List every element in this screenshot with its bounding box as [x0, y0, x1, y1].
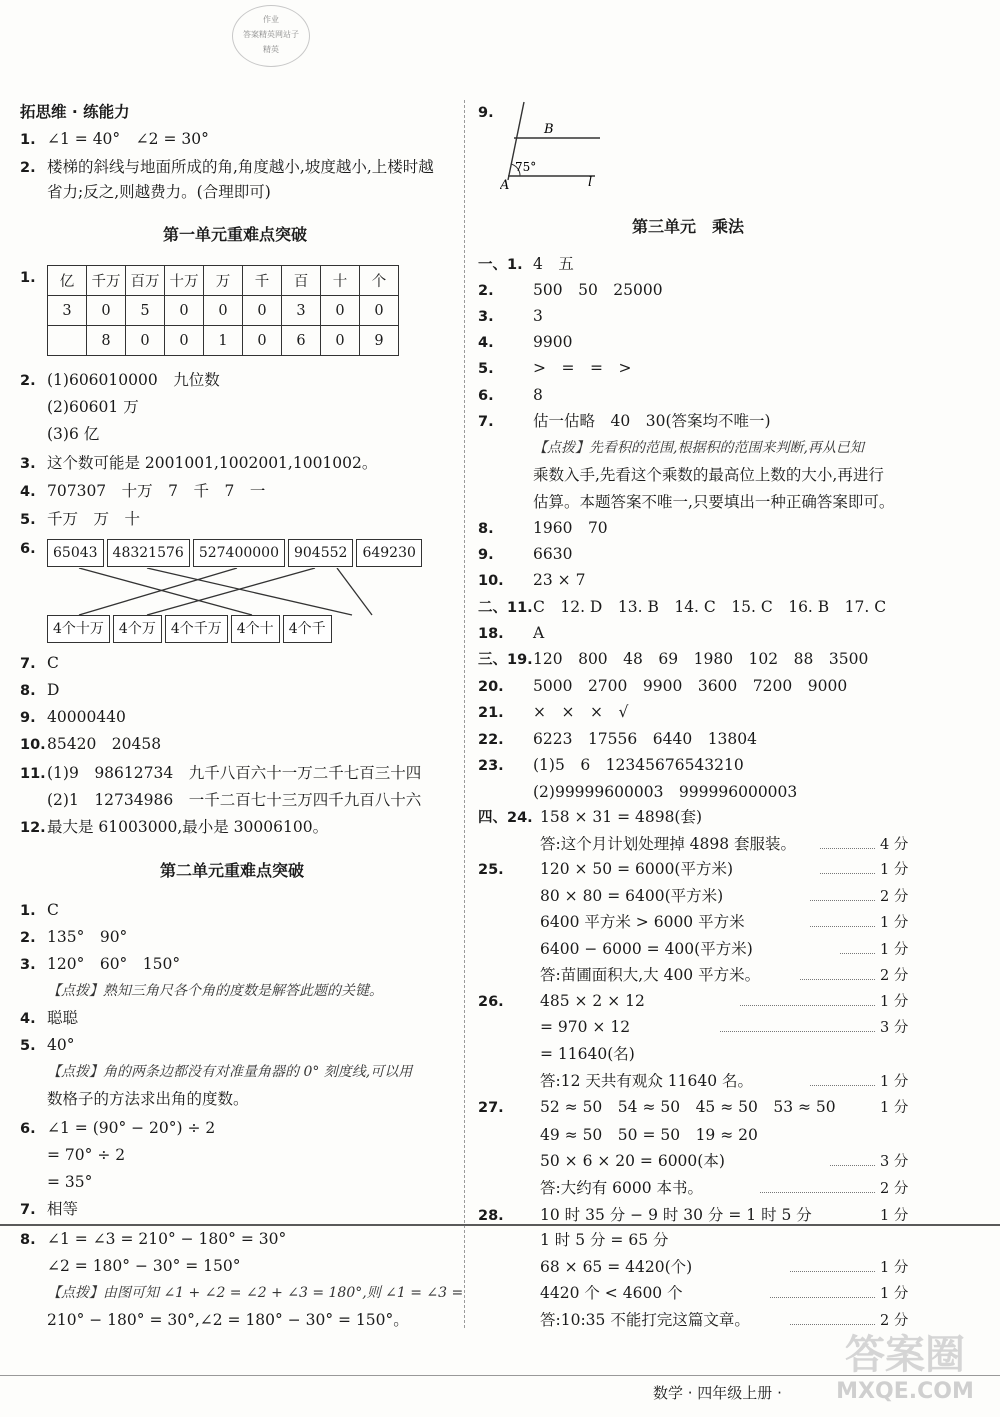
label-b: B: [544, 122, 554, 137]
answer-line: [478, 990, 645, 1013]
item-number: 22.: [478, 732, 504, 748]
section-title: 拓思维 · 练能力: [20, 103, 130, 121]
score-label: 1 分: [880, 1074, 909, 1090]
item-number: 8.: [20, 1232, 36, 1248]
score-label: 2 分: [880, 1313, 909, 1329]
leader-dots: [820, 848, 875, 849]
item-number: 9.: [20, 710, 36, 726]
unit2-title: 第二单元重难点突破: [160, 861, 305, 880]
leader-dots: [810, 900, 875, 901]
item-number: 3.: [20, 456, 36, 472]
answer-text: 1960 70: [533, 519, 608, 537]
leader-dots: [790, 1324, 875, 1325]
score-label: 1 分: [880, 1208, 909, 1224]
answer-text: 158 × 31 = 4898(套): [540, 808, 703, 826]
answer-line: [20, 926, 128, 949]
answer-text: 【点拨】角的两条边都没有对准量角器的 0° 刻度线,可以用: [47, 1064, 413, 1080]
place-box: 4个万: [113, 615, 162, 643]
answer-line: [478, 253, 574, 276]
q6-place-boxes: [47, 615, 335, 643]
stamp-seal: 作业 答案精英网站子 精英: [232, 5, 310, 67]
item-number: 3.: [478, 309, 494, 325]
score-label: 2 分: [880, 889, 909, 905]
answer-line: [478, 331, 573, 354]
leader-dots: [800, 979, 875, 980]
answer-line: [20, 452, 378, 475]
answer-text: 楼梯的斜线与地面所成的角,角度越小,坡度越小,上楼时越: [47, 158, 434, 176]
place-box: 4个十万: [47, 615, 110, 643]
table-cell: 0: [321, 296, 360, 326]
answer-text: (1)5 6 12345676543210: [533, 756, 744, 774]
item-number: 27.: [478, 1100, 504, 1116]
answer-line: [478, 701, 629, 724]
answer-line: [20, 480, 266, 503]
table-cell: 6: [282, 326, 321, 356]
item-number: 7.: [20, 656, 36, 672]
answer-text: 省力;反之,则越费力。(合理即可): [47, 183, 271, 201]
answer-text: 最大是 61003000,最小是 30006100。: [47, 818, 329, 836]
table-cell: 0: [165, 296, 204, 326]
table-header-cell: 千万: [87, 266, 126, 296]
answer-text: 120 × 50 = 6000(平方米): [540, 860, 734, 878]
answer-line: [478, 517, 608, 540]
item-number: 12.: [20, 820, 46, 836]
item-number: 7.: [20, 1202, 36, 1218]
answer-text: (2)99999600003 999996000003: [533, 783, 798, 801]
match-line: [147, 568, 352, 615]
number-box: 527400000: [193, 539, 285, 567]
answer-text: 4420 个 < 4600 个: [540, 1284, 683, 1302]
answer-text: = 35°: [47, 1173, 93, 1191]
answer-text: 答:这个月计划处理掉 4898 套服装。: [540, 835, 797, 853]
answer-line: [478, 858, 734, 881]
item-number: 5.: [20, 1038, 36, 1054]
number-box: 65043: [47, 539, 104, 567]
answer-text: 50 × 6 × 20 = 6000(本): [540, 1152, 725, 1170]
answer-line: [478, 1096, 836, 1119]
answer-text: 52 ≈ 50 54 ≈ 50 45 ≈ 50 53 ≈ 50: [540, 1098, 836, 1116]
answer-line: [20, 953, 181, 976]
score-label: 1 分: [880, 862, 909, 878]
leader-dots: [740, 1005, 875, 1006]
answer-text: 乘数入手,先看这个乘数的最高位上数的大小,再进行: [533, 466, 884, 484]
table-header-cell: 亿: [48, 266, 87, 296]
answer-text: 120° 60° 150°: [47, 955, 181, 973]
q6-match-lines: [47, 568, 387, 616]
score-label: 1 分: [880, 1100, 909, 1116]
answer-text: 答:苗圃面积大,大 400 平方米。: [540, 966, 761, 984]
score-label: 2 分: [880, 968, 909, 984]
q9-figure: [500, 100, 610, 192]
table-cell: 0: [321, 326, 360, 356]
answer-line: [478, 279, 663, 302]
answer-text: = 970 × 12: [540, 1018, 631, 1036]
answer-text: 40°: [47, 1036, 75, 1054]
item-number: 21.: [478, 705, 504, 721]
answer-line: [20, 652, 59, 675]
answer-text: × × × √: [533, 703, 629, 721]
label-l: l: [588, 175, 593, 190]
answer-text: 答:大约有 6000 本书。: [540, 1179, 704, 1197]
answer-text: 6223 17556 6440 13804: [533, 730, 758, 748]
item-number: 26.: [478, 994, 504, 1010]
q1-number: 1.: [20, 270, 36, 286]
place-box: 4个十: [231, 615, 280, 643]
score-label: 3 分: [880, 1154, 909, 1170]
answer-text: C: [47, 654, 59, 672]
answer-text: 210° − 180° = 30°,∠2 = 180° − 30° = 150°。: [47, 1311, 409, 1329]
table-cell: 3: [48, 296, 87, 326]
answer-text: 6400 平方米 > 6000 平方米: [540, 913, 745, 931]
table-cell: 0: [360, 296, 399, 326]
answer-line: [20, 508, 141, 531]
score-label: 2 分: [880, 1181, 909, 1197]
table-cell: 0: [243, 326, 282, 356]
item-number: 2.: [20, 160, 36, 176]
answer-text: 答:12 天共有观众 11640 名。: [540, 1072, 754, 1090]
answer-line: [20, 899, 59, 922]
answer-line: [20, 156, 434, 179]
answer-text: 数格子的方法求出角的度数。: [47, 1090, 249, 1108]
item-number: 10.: [478, 573, 504, 589]
item-number: 2.: [478, 283, 494, 299]
q6-number: 6.: [20, 541, 36, 557]
table-cell: 0: [126, 326, 165, 356]
table-cell: 0: [204, 296, 243, 326]
score-label: 1 分: [880, 915, 909, 931]
answer-text: > = = >: [533, 359, 632, 377]
leader-dots: [840, 953, 875, 954]
item-number: 5.: [478, 361, 494, 377]
answer-line: [478, 806, 703, 829]
item-number: 11.: [20, 766, 46, 782]
score-label: 1 分: [880, 942, 909, 958]
table-header-cell: 百: [282, 266, 321, 296]
answer-text: ∠1 = ∠3 = 210° − 180° = 30°: [47, 1230, 287, 1248]
answer-text: 4 五: [533, 255, 574, 273]
answer-text: A: [533, 624, 545, 642]
answer-text: 【点拨】先看积的范围,根据积的范围来判断,再从已知: [533, 440, 864, 456]
unit1-title: 第一单元重难点突破: [163, 225, 308, 244]
table-header-cell: 万: [204, 266, 243, 296]
item-number: 8.: [20, 683, 36, 699]
number-box: 649230: [356, 539, 421, 567]
item-number: 4.: [478, 335, 494, 351]
leader-dots: [820, 873, 875, 874]
item-number: 1.: [20, 903, 36, 919]
item-number: 5.: [20, 512, 36, 528]
answer-text: C 12. D 13. B 14. C 15. C 16. B 17. C: [533, 598, 887, 616]
item-number: 三、19.: [478, 652, 533, 668]
answer-text: 707307 十万 7 千 7 一: [47, 482, 266, 500]
answer-text: 5000 2700 9900 3600 7200 9000: [533, 677, 848, 695]
leader-dots: [810, 926, 875, 927]
item-number: 四、24.: [478, 810, 533, 826]
item-number: 28.: [478, 1208, 504, 1224]
column-divider: [464, 100, 465, 1328]
number-box: 904552: [288, 539, 353, 567]
answer-line: [478, 648, 869, 671]
answer-text: 135° 90°: [47, 928, 128, 946]
answer-line: [20, 679, 60, 702]
answer-text: 这个数可能是 2001001,1002001,1001002。: [47, 454, 378, 472]
item-number: 25.: [478, 862, 504, 878]
answer-text: 10 时 35 分 − 9 时 30 分 = 1 时 5 分: [540, 1206, 812, 1224]
answer-line: [478, 543, 573, 566]
match-line: [337, 568, 372, 615]
answer-line: [20, 816, 329, 839]
item-number: 二、11.: [478, 600, 533, 616]
answer-line: [478, 675, 848, 698]
score-label: 1 分: [880, 994, 909, 1010]
answer-line: [20, 1117, 216, 1140]
table-cell: 3: [282, 296, 321, 326]
answer-line: [478, 569, 586, 592]
table-cell: [48, 326, 87, 356]
table-cell: 0: [165, 326, 204, 356]
item-number: 9.: [478, 547, 494, 563]
answer-text: 8: [533, 386, 543, 404]
table-cell: 9: [360, 326, 399, 356]
item-number: 8.: [478, 521, 494, 537]
table-cell: 0: [87, 296, 126, 326]
answer-text: 500 50 25000: [533, 281, 663, 299]
table-header-cell: 十: [321, 266, 360, 296]
item-number: 23.: [478, 758, 504, 774]
q9-number: 9.: [478, 105, 494, 121]
leader-dots: [770, 1297, 875, 1298]
answer-text: 40000440: [47, 708, 126, 726]
table-cell: 8: [87, 326, 126, 356]
table-header-cell: 十万: [165, 266, 204, 296]
number-box: 48321576: [107, 539, 190, 567]
label-angle: 75°: [515, 160, 537, 174]
answer-text: 1 时 5 分 = 65 分: [540, 1231, 669, 1249]
page-footer: 数学 · 四年级上册 ·: [653, 1384, 782, 1402]
answer-line: [478, 1204, 812, 1227]
place-value-table: [47, 265, 399, 356]
answer-line: [478, 410, 771, 433]
answer-text: (2)1 12734986 一千二百七十三万四千九百八十六: [47, 791, 422, 809]
score-label: 3 分: [880, 1020, 909, 1036]
answer-line: [20, 762, 422, 785]
answer-text: (1)9 98612734 九千八百六十一万二千七百三十四: [47, 764, 422, 782]
answer-text: 千万 万 十: [47, 510, 141, 528]
answer-line: [478, 728, 758, 751]
answer-line: [20, 706, 126, 729]
answer-text: 聪聪: [47, 1009, 79, 1027]
answer-text: 【点拨】熟知三角尺各个角的度数是解答此题的关键。: [47, 983, 383, 999]
leader-dots: [830, 1165, 875, 1166]
table-header-cell: 千: [243, 266, 282, 296]
answer-line: [20, 1198, 79, 1221]
item-number: 6.: [478, 388, 494, 404]
answer-text: 相等: [47, 1200, 79, 1218]
answer-line: [20, 369, 220, 392]
score-label: 4 分: [880, 837, 909, 853]
answer-text: ∠1 = (90° − 20°) ÷ 2: [47, 1119, 216, 1137]
answer-text: 85420 20458: [47, 735, 162, 753]
answer-line: [478, 622, 545, 645]
answer-text: = 11640(名): [540, 1045, 635, 1063]
answer-text: (1)606010000 九位数: [47, 371, 220, 389]
item-number: 4.: [20, 1011, 36, 1027]
table-cell: 1: [204, 326, 243, 356]
table-header-cell: 个: [360, 266, 399, 296]
answer-text: 3: [533, 307, 543, 325]
item-number: 7.: [478, 414, 494, 430]
answer-text: (2)60601 万: [47, 398, 139, 416]
leader-dots: [760, 1192, 875, 1193]
answer-line: [20, 128, 209, 151]
answer-text: 485 × 2 × 12: [540, 992, 645, 1010]
item-number: 1.: [20, 132, 36, 148]
answer-line: [478, 384, 543, 407]
watermark-logo: 答案圈 MXQE.COM: [836, 1332, 974, 1404]
item-number: 4.: [20, 484, 36, 500]
answer-text: = 70° ÷ 2: [47, 1146, 126, 1164]
answer-text: 49 ≈ 50 50 = 50 19 ≈ 20: [540, 1126, 758, 1144]
answer-text: 68 × 65 = 4420(个): [540, 1258, 693, 1276]
item-number: 18.: [478, 626, 504, 642]
answer-line: [478, 357, 632, 380]
answer-text: 120 800 48 69 1980 102 88 3500: [533, 650, 869, 668]
answer-text: ∠1 = 40° ∠2 = 30°: [47, 130, 209, 148]
q6-number-boxes: [47, 539, 425, 567]
table-header-cell: 百万: [126, 266, 165, 296]
answer-text: 23 × 7: [533, 571, 586, 589]
answer-line: [478, 305, 543, 328]
leader-dots: [810, 1085, 875, 1086]
answer-line: [20, 1007, 79, 1030]
score-label: 1 分: [880, 1260, 909, 1276]
item-number: 3.: [20, 957, 36, 973]
answer-text: 【点拨】由图可知 ∠1 + ∠2 = ∠2 + ∠3 = 180°,则 ∠1 = ∠3 =: [47, 1285, 464, 1301]
item-number: 2.: [20, 930, 36, 946]
place-box: 4个千: [283, 615, 332, 643]
leader-dots: [720, 1031, 875, 1032]
table-cell: 0: [243, 296, 282, 326]
answer-text: 答:10:35 不能打完这篇文章。: [540, 1311, 750, 1329]
answer-line: [478, 596, 887, 619]
score-label: 1 分: [880, 1286, 909, 1302]
label-a: A: [500, 178, 510, 192]
match-line: [147, 568, 315, 615]
table-cell: 5: [126, 296, 165, 326]
answer-line: [20, 1034, 75, 1057]
leader-dots: [790, 1271, 875, 1272]
answer-text: D: [47, 681, 60, 699]
answer-text: 6630: [533, 545, 573, 563]
answer-text: ∠2 = 180° − 30° = 150°: [47, 1257, 241, 1275]
answer-line: [20, 733, 162, 756]
item-number: 10.: [20, 737, 46, 753]
unit3-title: 第三单元 乘法: [632, 217, 745, 236]
answer-text: 估一估略 40 30(答案均不唯一): [533, 412, 771, 430]
answer-line: [478, 754, 744, 777]
answer-text: 9900: [533, 333, 573, 351]
answer-line: [20, 1228, 287, 1251]
item-number: 一、1.: [478, 257, 523, 273]
answer-text: C: [47, 901, 59, 919]
answer-text: 估算。本题答案不唯一,只要填出一种正确答案即可。: [533, 493, 895, 511]
place-box: 4个千万: [165, 615, 228, 643]
answer-text: (3)6 亿: [47, 425, 100, 443]
answer-text: 6400 − 6000 = 400(平方米): [540, 940, 753, 958]
item-number: 6.: [20, 1121, 36, 1137]
answer-text: 80 × 80 = 6400(平方米): [540, 887, 724, 905]
item-number: 2.: [20, 373, 36, 389]
item-number: 20.: [478, 679, 504, 695]
